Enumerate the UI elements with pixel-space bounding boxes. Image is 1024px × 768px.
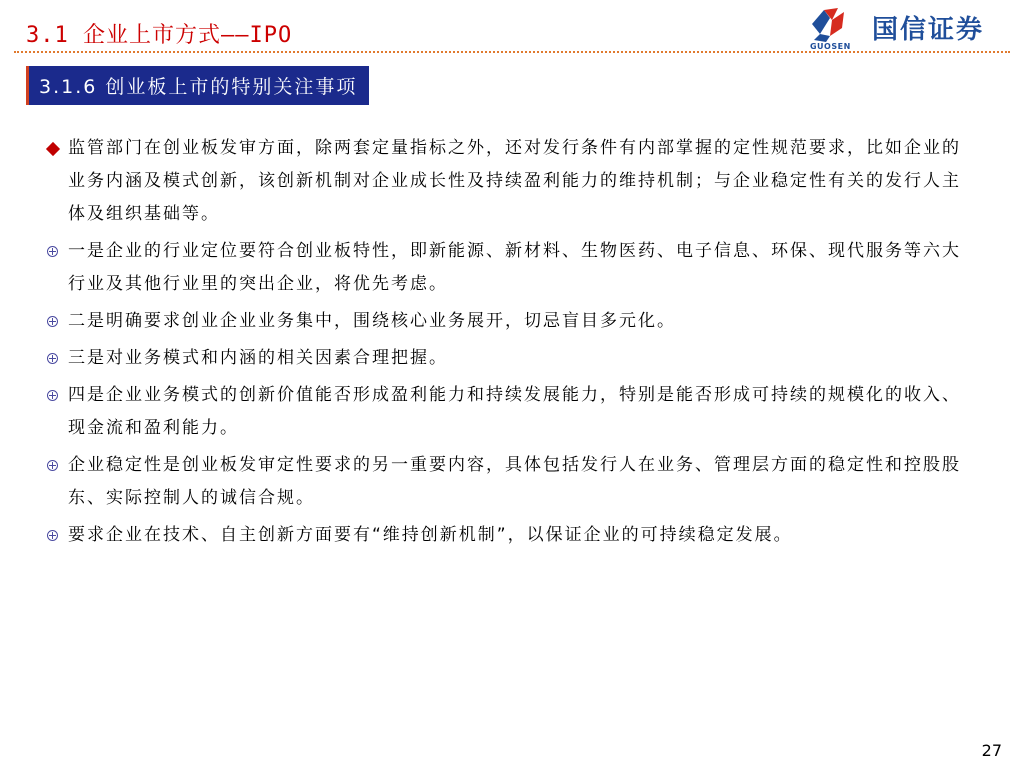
list-item-text: 要求企业在技术、自主创新方面要有“维持创新机制”，以保证企业的可持续稳定发展。 <box>68 525 793 545</box>
list-item <box>44 305 964 338</box>
content-list <box>44 132 964 556</box>
logo-text: 国信证券 <box>871 14 984 45</box>
circle-plus-bullet-icon <box>47 246 58 257</box>
list-item-text: 监管部门在创业板发审方面，除两套定量指标之外，还对发行条件有内部掌握的定性规范要求，比如企业的业务内涵及模式创新，该创新机制对企业成长性及持续盈利能力的维持机制；与企业稳定性有关的发行人主体及组织基础等。 <box>68 138 961 224</box>
circle-plus-bullet-icon <box>47 530 58 541</box>
list-item <box>44 449 964 515</box>
list-item-text: 企业稳定性是创业板发审定性要求的另一重要内容，具体包括发行人在业务、管理层方面的稳定性和控股股东、实际控制人的诚信合规。 <box>68 455 961 508</box>
list-item <box>44 342 964 375</box>
list-item-text: 一是企业的行业定位要符合创业板特性，即新能源、新材料、生物医药、电子信息、环保、现代服务等六大行业及其他行业里的突出企业，将优先考虑。 <box>68 241 961 294</box>
list-item <box>44 519 964 552</box>
list-item-text: 四是企业业务模式的创新价值能否形成盈利能力和持续发展能力，特别是能否形成可持续的规模化的收入、现金流和盈利能力。 <box>68 385 961 438</box>
company-logo <box>808 6 984 51</box>
slide-header-title: 3.1 企业上市方式——IPO <box>26 23 293 48</box>
list-item <box>44 379 964 445</box>
list-item <box>44 235 964 301</box>
list-item-text: 二是明确要求创业企业业务集中，围绕核心业务展开，切忌盲目多元化。 <box>68 311 676 331</box>
guosen-logo-icon <box>808 6 864 51</box>
diamond-bullet-icon <box>46 141 60 155</box>
circle-plus-bullet-icon <box>47 460 58 471</box>
circle-plus-bullet-icon <box>47 353 58 364</box>
list-item <box>44 132 964 231</box>
section-title-badge: 3.1.6 创业板上市的特别关注事项 <box>26 66 369 105</box>
circle-plus-bullet-icon <box>47 316 58 327</box>
page-number: 27 <box>981 741 1002 760</box>
circle-plus-bullet-icon <box>47 390 58 401</box>
logo-subtext: GUOSEN <box>809 42 851 51</box>
list-item-text: 三是对业务模式和内涵的相关因素合理把握。 <box>68 348 448 368</box>
header-divider <box>14 51 1010 53</box>
